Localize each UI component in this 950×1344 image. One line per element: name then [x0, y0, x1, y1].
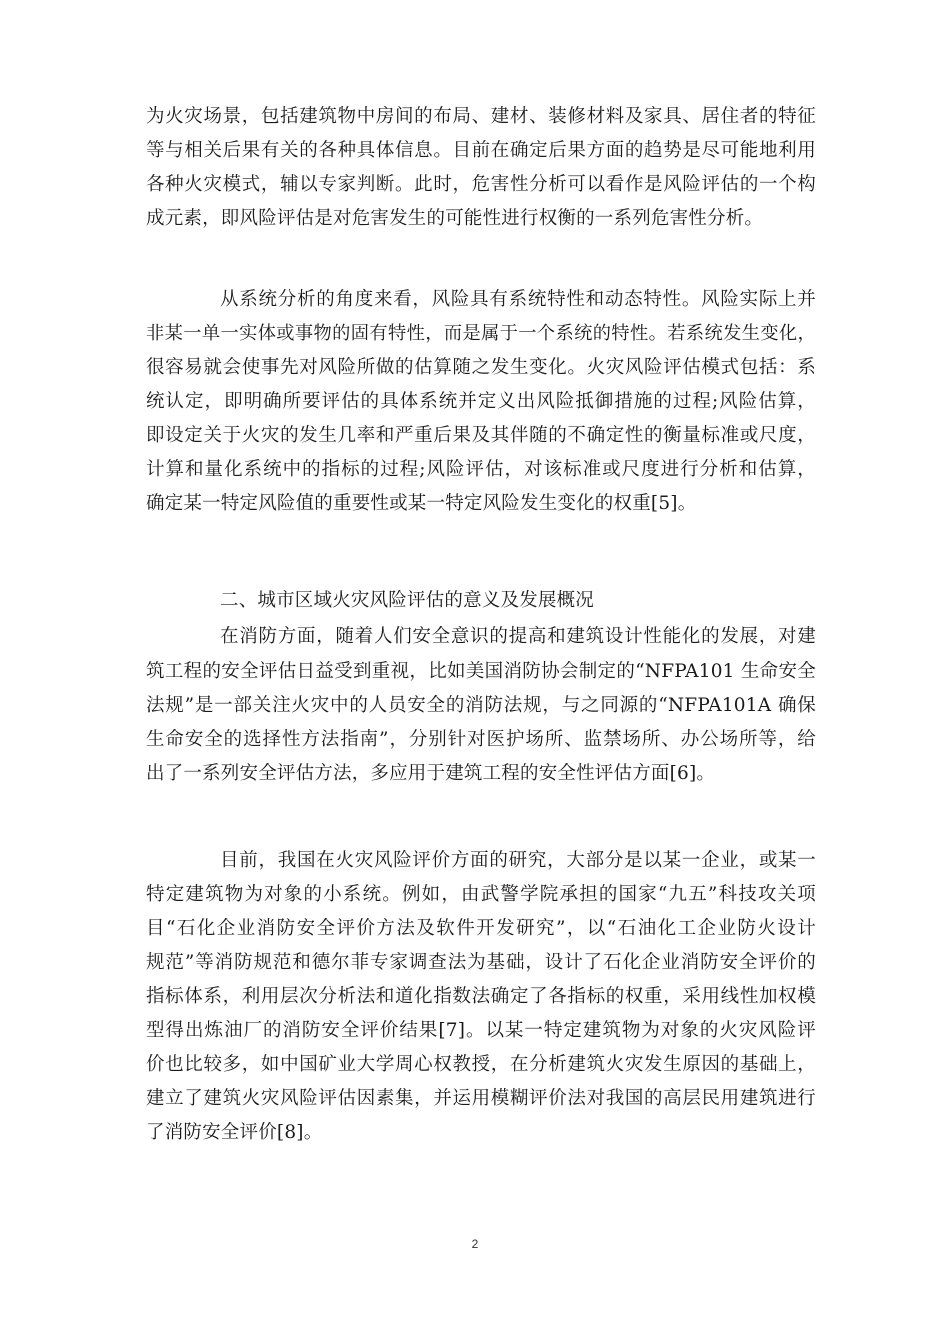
body-text-line: 即设定关于火灾的发生几率和严重后果及其伴随的不确定性的衡量标准或尺度， [146, 425, 816, 446]
body-text-line: 计算和量化系统中的指标的过程;风险评估，对该标准或尺度进行分析和估算， [146, 459, 816, 480]
body-text-line: 在消防方面，随着人们安全意识的提高和建筑设计性能化的发展，对建 [220, 626, 816, 647]
body-text-line: 筑工程的安全评估日益受到重视，比如美国消防协会制定的“NFPA101 生命安全 [146, 661, 816, 682]
body-text-line: 非某一单一实体或事物的固有特性，而是属于一个系统的特性。若系统发生变化， [146, 323, 816, 344]
body-text-line: 目“石化企业消防安全评价方法及软件开发研究”，以“石油化工企业防火设计 [146, 918, 816, 939]
body-text-line: 特定建筑物为对象的小系统。例如，由武警学院承担的国家“九五”科技攻关项 [146, 884, 816, 905]
body-text-line: 法规”是一部关注火灾中的人员安全的消防法规，与之同源的“NFPA101A 确保 [146, 695, 816, 716]
body-text-line: 建立了建筑火灾风险评估因素集，并运用模糊评价法对我国的高层民用建筑进行 [146, 1088, 816, 1109]
body-text-line: 了消防安全评价[8]。 [146, 1122, 323, 1143]
body-text-line: 成元素，即风险评估是对危害发生的可能性进行权衡的一系列危害性分析。 [146, 208, 764, 229]
page-number: 2 [471, 1237, 479, 1251]
body-text-line: 等与相关后果有关的各种具体信息。目前在确定后果方面的趋势是尽可能地利用 [146, 140, 816, 161]
body-text-line: 确定某一特定风险值的重要性或某一特定风险发生变化的权重[5]。 [146, 493, 697, 514]
body-text-line: 型得出炼油厂的消防安全评价结果[7]。以某一特定建筑物为对象的火灾风险评 [146, 1020, 816, 1041]
body-text-line: 目前，我国在火灾风险评价方面的研究，大部分是以某一企业，或某一 [220, 850, 816, 871]
body-text-line: 为火灾场景，包括建筑物中房间的布局、建材、装修材料及家具、居住者的特征 [146, 106, 816, 127]
body-text-line: 规范”等消防规范和德尔菲专家调查法为基础，设计了石化企业消防安全评价的 [146, 952, 816, 973]
body-text-line: 从系统分析的角度来看，风险具有系统特性和动态特性。风险实际上并 [220, 289, 816, 310]
body-text-line: 很容易就会使事先对风险所做的估算随之发生变化。火灾风险评估模式包括：系 [146, 357, 816, 378]
body-text-line: 各种火灾模式，辅以专家判断。此时，危害性分析可以看作是风险评估的一个构 [146, 174, 816, 195]
body-text-line: 生命安全的选择性方法指南”，分别针对医护场所、监禁场所、办公场所等，给 [146, 729, 816, 750]
body-text-line: 出了一系列安全评估方法，多应用于建筑工程的安全性评估方面[6]。 [146, 763, 716, 784]
body-text-line: 指标体系，利用层次分析法和道化指数法确定了各指标的权重，采用线性加权模 [146, 986, 816, 1007]
section-heading: 二、城市区域火灾风险评估的意义及发展概况 [220, 590, 595, 611]
body-text-line: 统认定，即明确所要评估的具体系统并定义出风险抵御措施的过程;风险估算， [146, 391, 816, 412]
body-text-line: 价也比较多，如中国矿业大学周心权教授，在分析建筑火灾发生原因的基础上， [146, 1054, 816, 1075]
